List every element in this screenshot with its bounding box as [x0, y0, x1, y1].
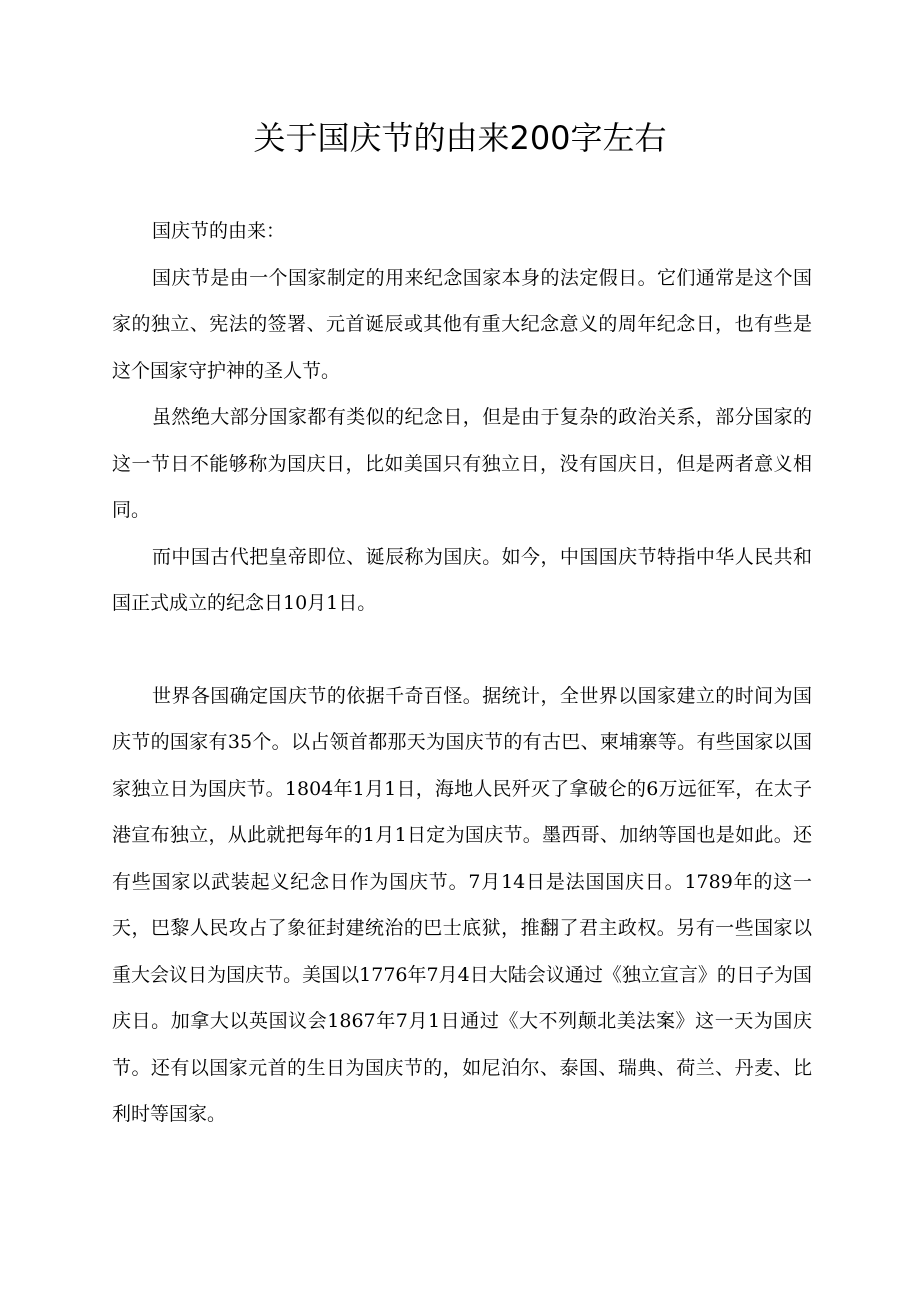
- paragraph-definition: 国庆节是由一个国家制定的用来纪念国家本身的法定假日。它们通常是这个国家的独立、宪法的签署、元首诞辰或其他有重大纪念意义的周年纪念日，也有些是这个国家守护神的圣人节。: [112, 266, 812, 382]
- paragraph-heading: 国庆节的由来：: [152, 220, 286, 242]
- paragraph-china: 而中国古代把皇帝即位、诞辰称为国庆。如今，中国国庆节特指中华人民共和国正式成立的纪念日10月1日。: [112, 545, 812, 614]
- document-body: [112, 208, 812, 1138]
- paragraph-spacer: [112, 627, 812, 673]
- paragraph-independence-day: 虽然绝大部分国家都有类似的纪念日，但是由于复杂的政治关系，部分国家的这一节日不能够称为国庆日，比如美国只有独立日，没有国庆日，但是两者意义相同。: [112, 406, 812, 521]
- paragraph-world-national-days: 世界各国确定国庆节的依据千奇百怪。据统计，全世界以国家建立的时间为国庆节的国家有35个。以占领首都那天为国庆节的有古巴、柬埔寨等。有些国家以国家独立日为国庆节。1804年1月1日，海地人民歼灭了拿破仑的6万远征军，在太子港宣布独立，从此就把每年的1月1日定为国庆节。墨西哥、加纳等国也是如此。还有些国家以武装起义纪念日作为国庆节。7月14日是法国国庆日。1789年的这一天，巴黎人民攻占了象征封建统治的巴士底狱，推翻了君主政权。另有一些国家以重大会议日为国庆节。美国以1776年7月4日大陆会议通过《独立宣言》的日子为国庆日。加拿大以英国议会1867年7月1日通过《大不列颠北美法案》这一天为国庆节。还有以国家元首的生日为国庆节的，如尼泊尔、泰国、瑞典、荷兰、丹麦、比利时等国家。: [112, 684, 812, 1125]
- document-title: 关于国庆节的由来200字左右: [253, 119, 667, 157]
